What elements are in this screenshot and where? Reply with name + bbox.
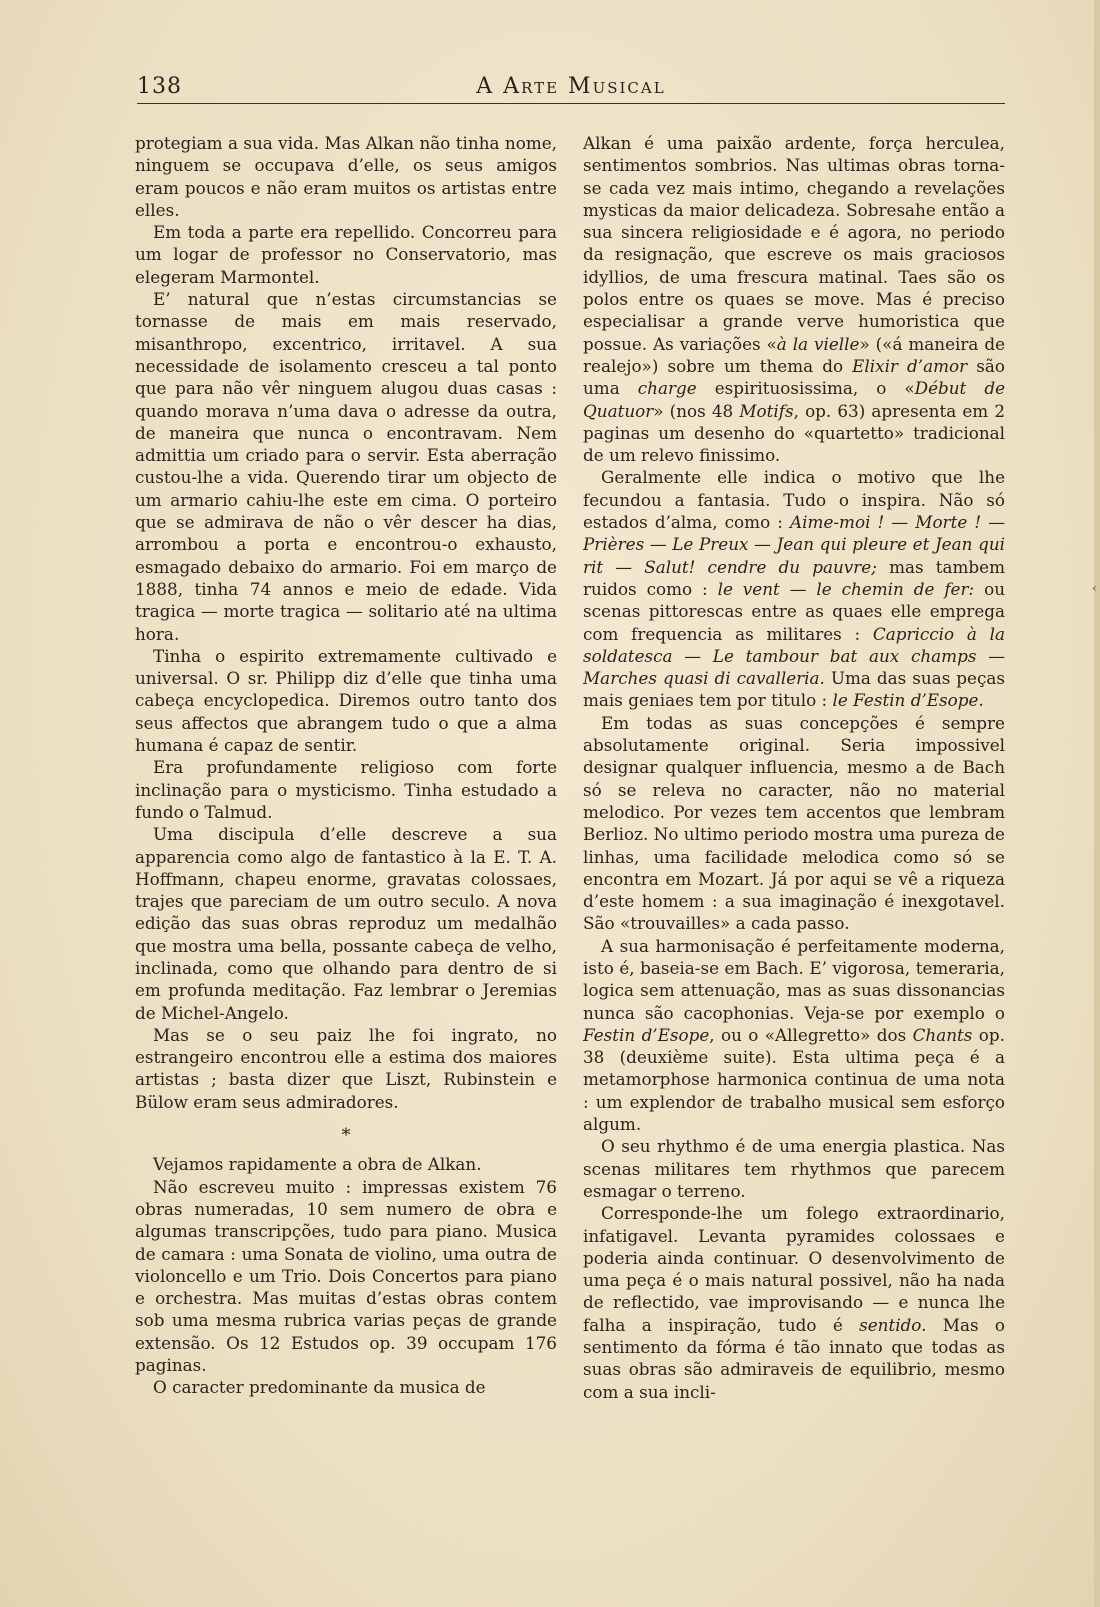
page-number: 138 [137, 74, 182, 99]
journal-title: A Arte Musical [476, 74, 666, 99]
paragraph: Em toda a parte era repellido. Concorreu para um logar de professor no Conservatorio, mas elegeram Marmontel. [135, 222, 557, 287]
paragraph: Mas se o seu paiz lhe foi ingrato, no estrangeiro encontrou elle a estima dos maiores artistas ; basta dizer que Liszt, Rubinstein e Bülow eram seus admiradores. [135, 1024, 557, 1112]
page-edge [1094, 0, 1100, 1607]
paragraph: Era profundamente religioso com forte inclinação para o mysticismo. Tinha estudado a fundo o Talmud. [135, 757, 557, 822]
right-column [583, 132, 1005, 1403]
paragraph: O caracter predominante da musica de [153, 1377, 486, 1398]
paragraph: protegiam a sua vida. Mas Alkan não tinha nome, ninguem se occupava d’elle, os seus amigos eram poucos e não eram muitos os artistas entre elles. [135, 133, 557, 220]
paragraph: Geralmente elle indica o motivo que lhe fecundou a fantasia. Tudo o inspira. Não só estados d’alma, como : Aime-moi ! — Morte ! — Prières — Le Preux — Jean qui pleure et Jean qui rit — Salut! cendre du pauvre; mas tambem ruidos como : le vent — le chemin de fer: ou scenas pittorescas entre as quaes elle emprega com frequencia as militares : Capriccio à la soldatesca — Le tambour bat aux champs — Marches quasi di cavalleria. Uma das suas peças mais geniaes tem por titulo : le Festin d’Esope. [583, 467, 1006, 711]
paragraph: Não escreveu muito : impressas existem 76 obras numeradas, 10 sem numero de obra e algumas transcripções, tudo para piano. Musica de camara : uma Sonata de violino, uma outra de violoncello e um Trio. Dois Concertos para piano e orchestra. Mas muitas d’estas obras contem sob uma mesma rubrica varias peças de grande extensão. Os 12 Estudos op. 39 occupam 176 paginas. [135, 1176, 557, 1376]
paragraph: A sua harmonisação é perfeitamente moderna, isto é, baseia-se em Bach. E’ vigorosa, temeraria, logica sem attenuação, mas as suas dissonancias nunca são cacophonias. Veja-se por exemplo o Festin d’Esope, ou o «Allegretto» dos Chants op. 38 (deuxième suite). Esta ultima peça é a metamorphose harmonica continua de uma nota : um explendor de trabalho musical sem esforço algum. [583, 935, 1005, 1135]
left-column [135, 132, 557, 1399]
section-separator: * [341, 1125, 351, 1147]
paragraph: Vejamos rapidamente a obra de Alkan. [153, 1154, 482, 1175]
paragraph: Tinha o espirito extremamente cultivado e universal. O sr. Philipp diz d’elle que tinha uma cabeça encyclopedica. Diremos outro tanto dos seus affectos que abrangem tudo o que a alma humana é capaz de sentir. [135, 645, 557, 756]
paragraph: O seu rhythmo é de uma energia plastica. Nas scenas militares tem rhythmos que parecem esmagar o terreno. [583, 1136, 1005, 1201]
paragraph: Uma discipula d’elle descreve a sua apparencia como algo de fantastico à la E. T. A. Hoffmann, chapeu enorme, gravatas colossaes, trajes que pareciam de um outro seculo. A nova edição das suas obras reproduz um medalhão que mostra uma bella, possante cabeça de velho, inclinada, como que olhando para dentro de si em profunda meditação. Faz lembrar o Jeremias de Michel-Angelo. [135, 824, 557, 1023]
header-rule [137, 103, 1005, 104]
margin-mark: ‹ [1092, 581, 1097, 595]
running-header [137, 74, 1005, 104]
paragraph: E’ natural que n’estas circumstancias se tornasse de mais em mais reservado, misanthropo, excentrico, irritavel. A sua necessidade de isolamento cresceu a tal ponto que para não vêr ninguem alugou duas casas : quando morava n’uma dava o adresse da outra, de maneira que nunca o encontravam. Nem admittia um criado para o servir. Esta aberração custou-lhe a vida. Querendo tirar um objecto de um armario cahiu-lhe este em cima. O porteiro que se admirava de não o vêr descer ha dias, arrombou a porta e encontrou-o exhausto, esmagado debaixo do armario. Foi em março de 1888, tinha 74 annos e meio de edade. Vida tragica — morte tragica — solitario até na ultima hora. [135, 289, 557, 644]
paragraph: Em todas as suas concepções é sempre absolutamente original. Seria impossivel designar qualquer influencia, mesmo a de Bach só se releva no caracter, não no material melodico. Por vezes tem accentos que lembram Berlioz. No ultimo periodo mostra uma pureza de linhas, uma facilidade melodica como só se encontra em Mozart. Já por aqui se vê a riqueza d’este homem : a sua imaginação é inexgotavel. São «trouvailles» a cada passo. [583, 712, 1005, 934]
paragraph: Alkan é uma paixão ardente, força herculea, sentimentos sombrios. Nas ultimas obras torna-se cada vez mais intimo, chegando a revelações mysticas da maior delicadeza. Sobresahe então a sua sincera religiosidade e é agora, no periodo da resignação, que escreve os mais graciosos idyllios, de uma frescura matinal. Taes são os polos entre os quaes se move. Mas é preciso especialisar a grande verve humoristica que possue. As variações «à la vielle» («á maneira de realejo») sobre um thema do Elixir d’amor são uma charge espirituosissima, o «Début de Quatuor» (nos 48 Motifs, op. 63) apresenta em 2 paginas um desenho do «quartetto» tradicional de um relevo finissimo. [583, 133, 1006, 466]
paragraph: Corresponde-lhe um folego extraordinario, infatigavel. Levanta pyramides colossaes e poderia ainda continuar. O desenvolvimento de uma peça é o mais natural possivel, não ha nada de reflectido, vae improvisando — e nunca lhe falha a inspiração, tudo é sentido. Mas o sentimento da fórma é tão innato que todas as suas obras são admiraveis de equilibrio, mesmo com a sua incli- [583, 1203, 1005, 1402]
